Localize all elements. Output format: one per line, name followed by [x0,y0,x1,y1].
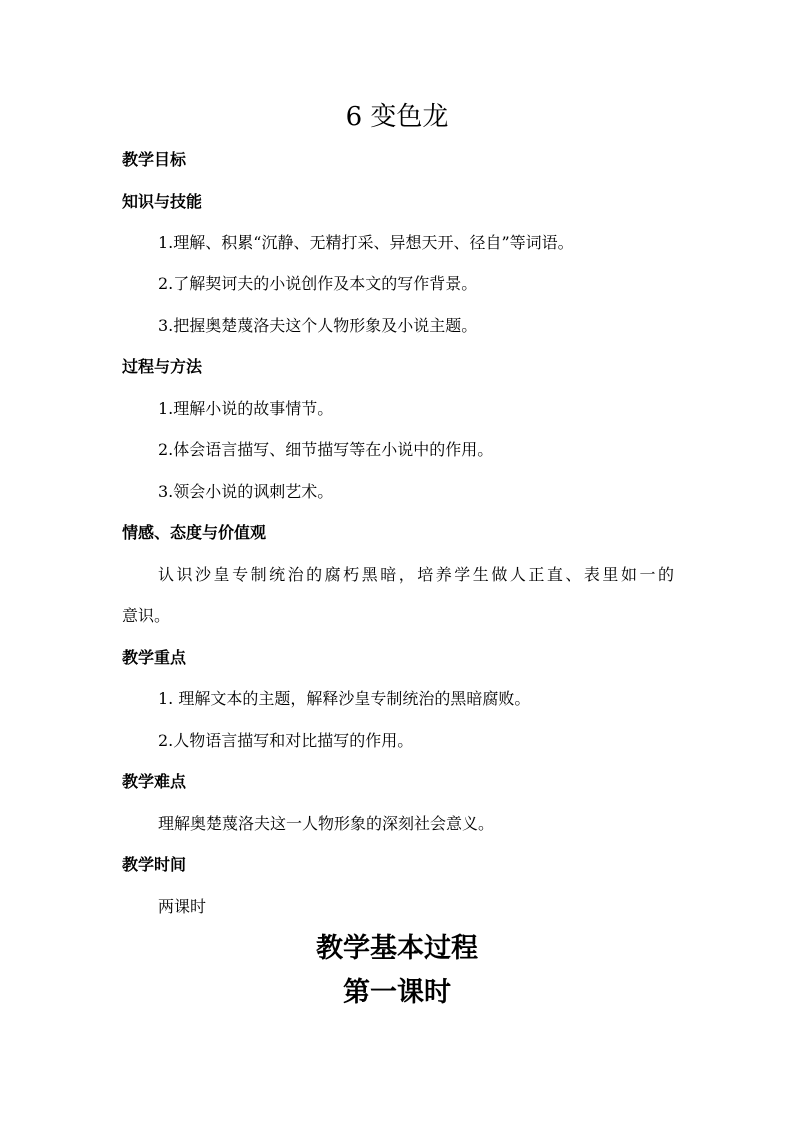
heading-difficulties: 教学难点 [122,772,187,791]
process-item-1: 1.理解小说的故事情节。 [158,399,334,418]
process-item-2: 2.体会语言描写、细节描写等在小说中的作用。 [158,440,494,459]
difficulty-item-1: 理解奥楚蔑洛夫这一人物形象的深刻社会意义。 [158,814,495,833]
heading-teaching-time: 教学时间 [122,855,187,874]
key-point-1: 1. 理解文本的主题，解释沙皇专制统治的黑暗腐败。 [158,689,531,708]
lesson-title: 第一课时 [343,977,451,1008]
process-item-3: 3.领会小说的讽刺艺术。 [158,482,334,501]
document-title: 6 变色龙 [345,102,449,132]
knowledge-item-3: 3.把握奥楚蔑洛夫这个人物形象及小说主题。 [158,316,478,335]
key-point-2: 2.人物语言描写和对比描写的作用。 [158,731,414,750]
heading-knowledge-skills: 知识与技能 [122,192,203,211]
knowledge-item-1: 1.理解、积累“沉静、无精打采、异想天开、径自”等词语。 [158,233,574,252]
heading-key-points: 教学重点 [122,648,187,667]
heading-process-method: 过程与方法 [122,357,203,376]
knowledge-item-2: 2.了解契诃夫的小说创作及本文的写作背景。 [158,274,478,293]
emotion-paragraph-line-2: 意识。 [122,606,171,625]
emotion-paragraph-line-1: 认识沙皇专制统治的腐朽黑暗，培养学生做人正直、表里如一的 [158,565,674,584]
section-title: 教学基本过程 [316,933,478,964]
heading-emotion-values: 情感、态度与价值观 [122,523,267,542]
teaching-time-value: 两课时 [158,897,207,916]
heading-objectives: 教学目标 [122,150,187,169]
